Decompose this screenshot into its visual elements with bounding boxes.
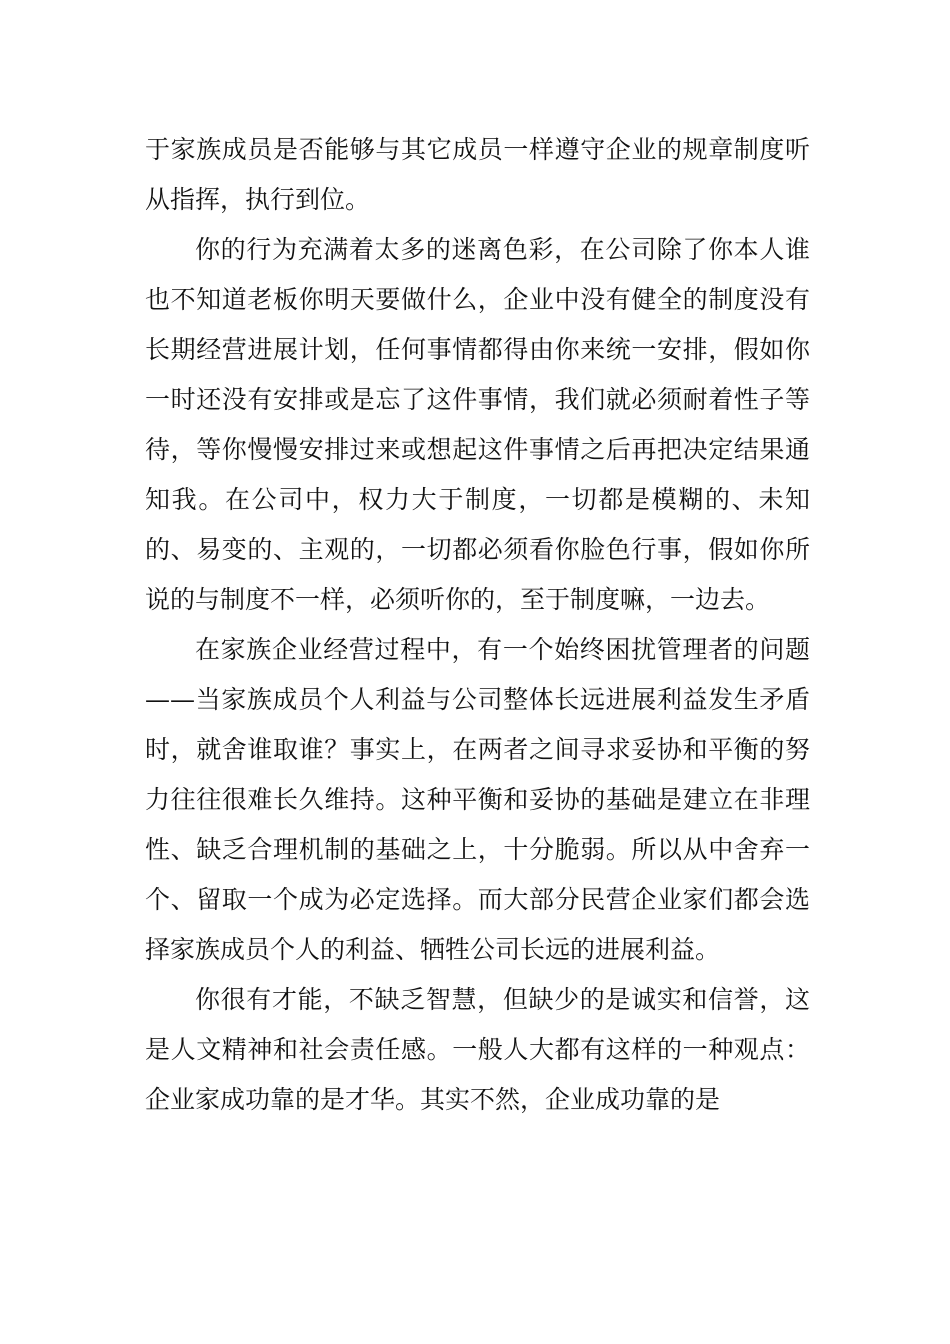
paragraph-continuation: 于家族成员是否能够与其它成员一样遵守企业的规章制度听从指挥，执行到位。 [145, 135, 810, 214]
document-body [145, 125, 810, 1125]
paragraph-family-interest: 在家族企业经营过程中，有一个始终困扰管理者的问题——当家族成员个人利益与公司整体长远进展利益发生矛盾时，就舍谁取谁？事实上，在两者之间寻求妥协和平衡的努力往往很难长久维持。这种平衡和妥协的基础是建立在非理性、缺乏合理机制的基础之上，十分脆弱。所以从中舍弃一个、留取一个成为必定选择。而大部分民营企业家们都会选择家族成员个人的利益、牺牲公司长远的进展利益。 [145, 635, 810, 964]
paragraph-integrity: 你很有才能，不缺乏智慧，但缺少的是诚实和信誉，这是人文精神和社会责任感。一般人大都有这样的一种观点：企业家成功靠的是才华。其实不然，企业成功靠的是 [145, 985, 810, 1114]
paragraph-boss-behavior: 你的行为充满着太多的迷离色彩，在公司除了你本人谁也不知道老板你明天要做什么，企业中没有健全的制度没有长期经营进展计划，任何事情都得由你来统一安排，假如你一时还没有安排或是忘了这件事情，我们就必须耐着性子等待，等你慢慢安排过来或想起这件事情之后再把决定结果通知我。在公司中，权力大于制度，一切都是模糊的、未知的、易变的、主观的，一切都必须看你脸色行事，假如你所说的与制度不一样，必须听你的，至于制度嘛，一边去。 [145, 235, 810, 614]
